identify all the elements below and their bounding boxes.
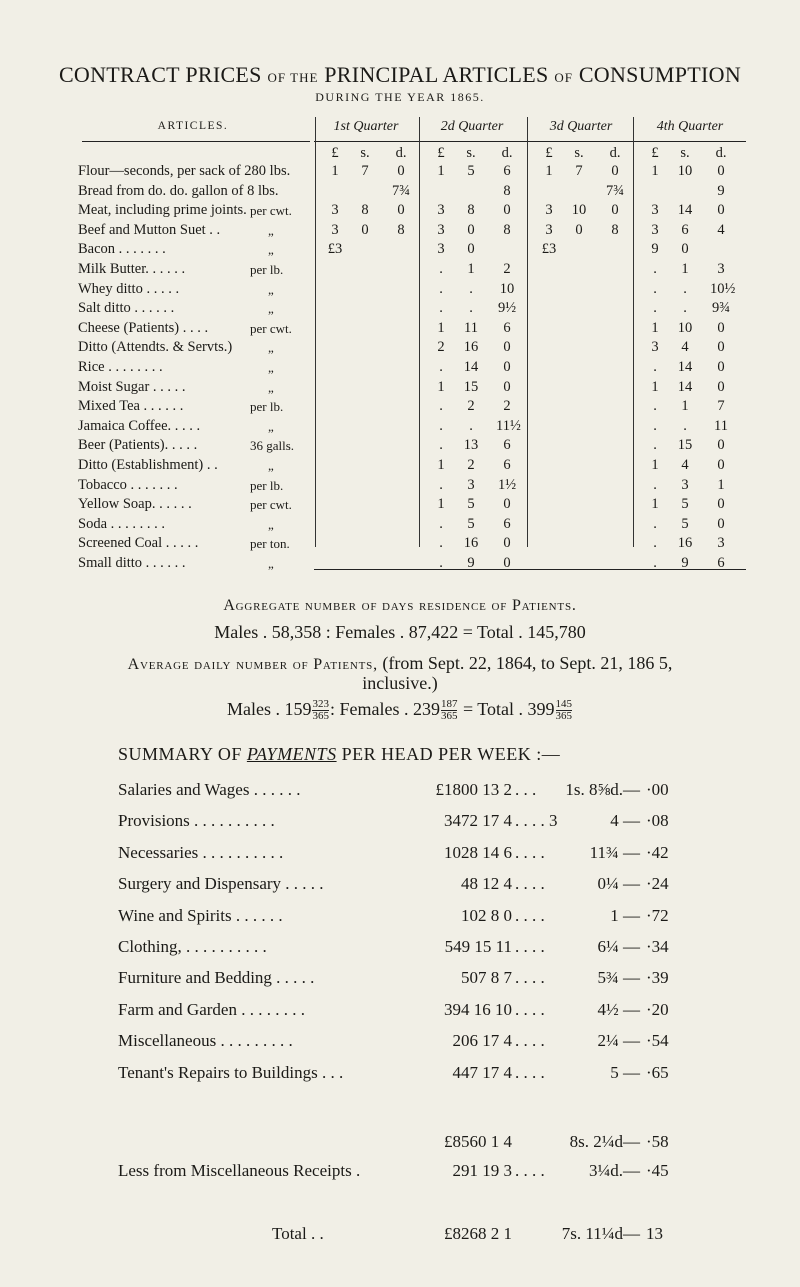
price-cell: 1 <box>681 398 689 415</box>
article-name: Mixed Tea . . . . . . <box>78 398 184 415</box>
summary-dec: ·45 <box>646 1161 669 1180</box>
price-cell: 9 <box>467 555 475 571</box>
price-cell: 6 <box>503 515 511 532</box>
unit-label: £ <box>437 145 445 161</box>
page-subtitle: DURING THE YEAR 1865. <box>315 90 485 104</box>
price-cell: 10 <box>677 319 693 336</box>
price-cell: 5 <box>467 496 475 513</box>
price-cell: 0 <box>717 496 725 513</box>
summary-dec: ·54 <box>646 1031 669 1051</box>
article-name: Soda . . . . . . . . <box>78 515 165 532</box>
article-unit: „ <box>268 379 274 395</box>
unit-label: d. <box>609 145 621 161</box>
price-cell: 6 <box>681 221 689 238</box>
summary-label: Tenant's Repairs to Buildings . . . <box>118 1062 344 1082</box>
price-cell: 0 <box>611 202 619 219</box>
price-cell: 8 <box>503 221 511 238</box>
price-cell: . <box>469 300 473 317</box>
summary-dec: 13 <box>646 1224 663 1243</box>
price-cell: 0 <box>503 359 511 375</box>
price-cell: 3 <box>545 221 553 238</box>
header-rule-quarters <box>314 141 746 142</box>
summary-dots: . . . . <box>515 999 545 1019</box>
price-cell: . <box>439 515 443 532</box>
article-unit: per cwt. <box>250 203 292 219</box>
summary-row <box>0 811 800 841</box>
summary-row <box>0 874 800 904</box>
column-divider-4 <box>633 117 634 547</box>
price-cell: 4 <box>681 339 689 356</box>
column-divider-2 <box>419 117 420 547</box>
price-cell: 3 <box>545 202 553 219</box>
price-cell: 6 <box>503 163 511 179</box>
summary-label: Furniture and Bedding . . . . . <box>118 968 315 988</box>
price-cell: 9½ <box>497 300 517 317</box>
article-name: Screened Coal . . . . . <box>78 535 199 552</box>
article-name: Meat, including prime joints. <box>78 202 247 219</box>
price-cell: 3 <box>331 221 339 238</box>
price-cell: 1 <box>437 496 445 513</box>
price-cell: 3 <box>651 202 659 219</box>
quarter-header-4: 4th Quarter <box>656 119 724 134</box>
price-cell: 1 <box>651 378 659 395</box>
price-cell: 10 <box>499 280 515 297</box>
summary-row <box>0 937 800 967</box>
price-cell: . <box>653 300 657 317</box>
price-cell: 0 <box>681 241 689 258</box>
article-unit: „ <box>268 516 274 532</box>
females-fraction: $\frac{187}{365}$ <box>440 698 458 723</box>
price-cell: 14 <box>677 378 693 395</box>
price-cell: 0 <box>397 163 405 179</box>
price-cell: 5 <box>681 515 689 532</box>
summary-dec: ·20 <box>646 999 669 1019</box>
unit-label: £ <box>651 145 659 161</box>
summary-week: 8s. 2¼d— <box>569 1132 640 1151</box>
article-unit: per cwt. <box>250 497 292 513</box>
price-cell: 1 <box>545 163 553 179</box>
article-name: Small ditto . . . . . . <box>78 555 186 571</box>
article-name: Ditto (Establishment) . . <box>78 457 218 473</box>
price-cell: 6 <box>503 437 511 454</box>
unit-label: d. <box>501 145 513 161</box>
price-cell: . <box>469 417 473 434</box>
price-cell: . <box>439 555 443 571</box>
article-unit: „ <box>268 301 274 317</box>
price-cell: 0 <box>717 359 725 375</box>
price-cell: 8 <box>397 221 405 238</box>
summary-dots: . . . . 3 <box>515 811 558 831</box>
price-cell: . <box>439 300 443 317</box>
summary-row <box>0 968 800 998</box>
summary-amount: 48 12 4 <box>461 874 512 894</box>
summary-amount: 549 15 11 <box>444 937 512 956</box>
price-cell: 1 <box>437 163 445 179</box>
price-cell: 7 <box>575 163 583 179</box>
summary-dots: . . . . <box>515 874 545 894</box>
price-cell: . <box>439 359 443 375</box>
total-fraction: $\frac{145}{365}$ <box>555 698 573 723</box>
summary-amount: £8560 1 4 <box>444 1132 512 1151</box>
price-cell: 2 <box>467 457 475 473</box>
price-cell: . <box>439 535 443 552</box>
article-unit: per cwt. <box>250 320 292 336</box>
price-cell: 7¾ <box>391 182 411 199</box>
summary-row <box>0 1000 800 1030</box>
summary-label: Provisions . . . . . . . . . . <box>118 811 275 831</box>
price-cell: . <box>653 280 657 297</box>
summary-amount: 1028 14 6 <box>444 842 512 862</box>
price-cell: . <box>653 515 657 532</box>
summary-amount: 507 8 7 <box>461 968 512 988</box>
summary-week: 6¼ — <box>597 937 640 956</box>
article-name: Cheese (Patients) . . . . <box>78 319 209 336</box>
price-cell: 0 <box>575 221 583 238</box>
price-cell: 15 <box>677 437 693 454</box>
articles-header: ARTICLES. <box>157 120 229 132</box>
price-cell: 10 <box>677 163 693 179</box>
price-cell: 16 <box>463 339 479 356</box>
summary-week: 1s. 8⅝d.— <box>565 780 640 799</box>
price-cell: 11½ <box>496 417 521 434</box>
summary-week: 0¼ — <box>597 874 640 894</box>
article-unit: per lb. <box>250 399 284 415</box>
summary-title: SUMMARY OF PAYMENTS PER HEAD PER WEEK :— <box>118 744 561 764</box>
price-cell: . <box>439 398 443 415</box>
summary-dots: . . . . <box>515 937 545 956</box>
price-cell: 14 <box>463 359 479 375</box>
price-cell: 0 <box>717 457 725 473</box>
article-name: Yellow Soap. . . . . . <box>78 496 192 513</box>
price-cell: 3 <box>331 202 339 219</box>
article-name: Whey ditto . . . . . <box>78 280 180 297</box>
summary-dec: ·39 <box>646 968 669 988</box>
price-cell: 14 <box>677 359 693 375</box>
article-unit: per ton. <box>250 536 290 552</box>
price-cell: 10 <box>571 202 587 219</box>
price-cell: 1 <box>681 261 689 277</box>
price-cell: . <box>683 417 687 434</box>
summary-row <box>0 1031 800 1061</box>
price-cell: 3 <box>437 241 445 258</box>
summary-dots: . . . <box>515 780 537 799</box>
price-cell: 1 <box>437 319 445 336</box>
unit-label: d. <box>715 145 727 161</box>
summary-amount: 394 16 10 <box>444 999 512 1019</box>
summary-week: 5¾ — <box>597 968 640 988</box>
article-name: Rice . . . . . . . . <box>78 359 163 375</box>
summary-row <box>0 906 800 936</box>
unit-label: s. <box>466 145 476 161</box>
summary-dec: ·08 <box>646 811 669 831</box>
article-name: Beef and Mutton Suet . . <box>78 221 221 238</box>
unit-label: s. <box>680 145 690 161</box>
summary-label: Wine and Spirits . . . . . . <box>118 905 283 925</box>
price-cell: 0 <box>503 496 511 513</box>
unit-label: s. <box>360 145 370 161</box>
quarter-header-2: 2d Quarter <box>440 119 504 134</box>
price-cell: 0 <box>717 202 725 219</box>
summary-week: 5 — <box>610 1062 640 1082</box>
price-cell: 0 <box>717 515 725 532</box>
article-unit: „ <box>268 222 274 238</box>
summary-dots: . . . . <box>515 1161 545 1180</box>
price-cell: 3 <box>437 221 445 238</box>
price-cell: £3 <box>327 241 343 258</box>
price-cell: 1 <box>651 319 659 336</box>
price-cell: 11 <box>714 417 728 434</box>
article-unit: „ <box>268 458 274 473</box>
price-cell: . <box>439 417 443 434</box>
price-cell: 0 <box>467 221 475 238</box>
price-cell: 2 <box>503 398 511 415</box>
summary-week: 7s. 11¼d— <box>561 1224 640 1243</box>
article-name: Bread from do. do. gallon of 8 lbs. <box>78 182 279 199</box>
summary-amount: £8268 2 1 <box>444 1224 512 1243</box>
price-cell: . <box>683 280 687 297</box>
summary-amount: 102 8 0 <box>461 905 512 925</box>
summary-amount: £1800 13 2 <box>435 780 512 799</box>
summary-label: Clothing, . . . . . . . . . . <box>118 937 267 956</box>
price-cell: 6 <box>717 555 725 571</box>
price-cell: 16 <box>463 535 479 552</box>
price-cell: 8 <box>611 221 619 238</box>
summary-dec: ·65 <box>646 1062 669 1082</box>
price-cell: 13 <box>463 437 479 454</box>
summary-week: 11¾ — <box>589 842 640 862</box>
contract-prices-table <box>78 117 766 570</box>
price-cell: 0 <box>503 378 511 395</box>
price-cell: 3 <box>681 476 689 493</box>
price-cell: 0 <box>717 163 725 179</box>
article-name: Flour—seconds, per sack of 280 lbs. <box>78 163 291 179</box>
price-cell: 9 <box>651 241 659 258</box>
summary-week: 4½ — <box>597 999 640 1019</box>
price-cell: 0 <box>717 437 725 454</box>
price-cell: 1 <box>467 261 475 277</box>
price-cell: 0 <box>361 221 369 238</box>
price-cell: 14 <box>677 202 693 219</box>
header-rule-articles <box>82 141 310 142</box>
price-cell: £3 <box>541 241 557 258</box>
price-cell: 0 <box>717 339 725 356</box>
residence-line: Males . 58,358 : Females . 87,422 = Total . 145,780 <box>214 622 586 642</box>
price-cell: 0 <box>467 241 475 258</box>
summary-week: 3¼d.— <box>589 1161 640 1180</box>
article-name: Milk Butter. . . . . . <box>78 261 186 277</box>
price-cell: . <box>653 398 657 415</box>
price-cell: 9 <box>681 555 689 571</box>
summary-row <box>0 843 800 873</box>
quarter-header-3: 3d Quarter <box>549 119 613 134</box>
summary-week: 4 — <box>610 811 640 831</box>
article-unit: „ <box>268 340 274 356</box>
summary-label: Surgery and Dispensary . . . . . <box>118 874 324 894</box>
price-cell: 3 <box>651 221 659 238</box>
price-cell: 4 <box>717 221 725 238</box>
price-cell: 3 <box>467 476 475 493</box>
summary-amount: 447 17 4 <box>452 1062 512 1082</box>
price-cell: 2 <box>503 261 511 277</box>
price-cell: 6 <box>503 319 511 336</box>
column-divider-3 <box>527 117 528 547</box>
price-cell: 8 <box>361 202 369 219</box>
price-cell: 3 <box>717 535 725 552</box>
price-cell: 3 <box>717 261 725 277</box>
price-cell: . <box>653 437 657 454</box>
price-cell: 7 <box>717 398 725 415</box>
summary-row <box>0 780 800 810</box>
summary-subtotal-row <box>0 1132 800 1162</box>
price-cell: . <box>653 535 657 552</box>
unit-label: d. <box>395 145 407 161</box>
article-name: Tobacco . . . . . . . <box>78 476 178 493</box>
summary-amount: 291 19 3 <box>452 1161 512 1180</box>
summary-dec: ·58 <box>646 1132 669 1151</box>
price-cell: 8 <box>467 202 475 219</box>
summary-dec: ·72 <box>646 905 669 925</box>
average-line: Males . 159 $\frac{323}{365}$ : Females . 239 $\frac{187}{365}$ = Total . 399 $\frac{145}{365}$ <box>226 698 573 723</box>
price-cell: 2 <box>437 339 445 356</box>
unit-label: £ <box>545 145 553 161</box>
price-cell: 1 <box>437 457 445 473</box>
article-name: Moist Sugar . . . . . <box>78 378 186 395</box>
price-cell: . <box>653 417 657 434</box>
summary-less-row <box>0 1161 800 1191</box>
price-cell: . <box>439 437 443 454</box>
article-unit: per lb. <box>250 477 284 493</box>
price-cell: 6 <box>503 457 511 473</box>
summary-label: Salaries and Wages . . . . . . <box>118 780 301 799</box>
price-cell: 7 <box>361 163 369 179</box>
summary-dots: . . . . <box>515 842 545 862</box>
summary-dec: ·00 <box>646 780 669 799</box>
males-fraction: $\frac{323}{365}$ <box>312 698 329 723</box>
article-name: Salt ditto . . . . . . <box>78 300 175 317</box>
price-cell: 16 <box>677 535 693 552</box>
average-inclusive: inclusive.) <box>362 673 438 693</box>
summary-label: Farm and Garden . . . . . . . . <box>118 999 305 1019</box>
price-cell: 0 <box>717 378 725 395</box>
summary-dots: . . . . <box>515 968 545 988</box>
summary-dec: ·24 <box>646 874 669 894</box>
price-cell: 3 <box>651 339 659 356</box>
summary-amount: 206 17 4 <box>452 1031 512 1051</box>
price-cell: 0 <box>503 535 511 552</box>
article-name: Jamaica Coffee. . . . . <box>78 417 201 434</box>
article-unit: „ <box>268 556 274 571</box>
price-cell: . <box>439 280 443 297</box>
price-cell: 0 <box>611 163 619 179</box>
price-cell: 0 <box>503 555 511 571</box>
article-unit: per lb. <box>250 262 284 277</box>
price-cell: 10½ <box>710 280 736 297</box>
price-cell: 0 <box>717 319 725 336</box>
summary-dots: . . . . <box>515 1062 545 1082</box>
price-cell: 5 <box>467 163 475 179</box>
price-cell: 3 <box>437 202 445 219</box>
article-name: Ditto (Attendts. & Servts.) <box>78 339 233 356</box>
summary-dots: . . . . <box>515 1031 545 1051</box>
article-unit: 36 galls. <box>250 438 295 454</box>
summary-label: Total . . <box>272 1224 324 1243</box>
summary-dots: . . . . <box>515 905 545 925</box>
price-cell: 0 <box>503 339 511 356</box>
summary-label: Miscellaneous . . . . . . . . . <box>118 1031 293 1051</box>
price-cell: 7¾ <box>605 182 625 199</box>
unit-label: s. <box>574 145 584 161</box>
column-divider-1 <box>315 117 316 547</box>
page-title: CONTRACT PRICES OF THE PRINCIPAL ARTICLES OF CONSUMPTION <box>58 62 742 87</box>
price-cell: 1 <box>651 496 659 513</box>
article-unit: „ <box>268 281 274 297</box>
price-cell: . <box>653 261 657 277</box>
price-cell: . <box>683 300 687 317</box>
price-cell: 5 <box>681 496 689 513</box>
price-cell: . <box>469 280 473 297</box>
price-cell: 1 <box>331 163 339 179</box>
summary-week: 2¼ — <box>597 1031 640 1051</box>
summary-label: Necessaries . . . . . . . . . . <box>118 842 284 862</box>
unit-label: £ <box>331 145 339 161</box>
price-cell: . <box>653 359 657 375</box>
summary-total-row <box>0 1224 800 1254</box>
price-cell: 2 <box>467 398 475 415</box>
article-unit: „ <box>268 360 274 375</box>
price-cell: 9¾ <box>711 300 731 317</box>
price-cell: 1½ <box>497 476 517 493</box>
price-cell: 8 <box>503 182 511 199</box>
price-cell: 9 <box>717 182 725 199</box>
article-unit: „ <box>268 242 274 258</box>
price-cell: 1 <box>717 476 725 493</box>
price-cell: 1 <box>651 163 659 179</box>
price-cell: . <box>653 555 657 571</box>
price-cell: 1 <box>651 457 659 473</box>
article-name: Beer (Patients). . . . . <box>78 437 198 454</box>
summary-dec: ·34 <box>646 937 669 956</box>
price-cell: 0 <box>397 202 405 219</box>
summary-week: 1 — <box>610 905 640 925</box>
price-cell: . <box>653 476 657 493</box>
price-cell: 5 <box>467 515 475 532</box>
quarter-header-1: 1st Quarter <box>333 119 399 134</box>
price-cell: 0 <box>503 202 511 219</box>
price-cell: . <box>439 261 443 277</box>
summary-label: Less from Miscellaneous Receipts . <box>118 1161 361 1180</box>
price-cell: . <box>439 476 443 493</box>
summary-dec: ·42 <box>646 842 669 862</box>
price-cell: 4 <box>681 457 689 473</box>
summary-amount: 3472 17 4 <box>444 811 512 831</box>
summary-row <box>0 1063 800 1093</box>
price-cell: 15 <box>463 378 479 395</box>
average-heading: Average daily number of Patients, (from Sept. 22, 1864, to Sept. 21, 186 5, <box>127 653 673 673</box>
price-cell: 1 <box>437 378 445 395</box>
residence-heading: Aggregate number of days residence of Patients. <box>223 597 577 614</box>
price-cell: 11 <box>464 319 478 336</box>
article-unit: „ <box>268 418 274 434</box>
article-name: Bacon . . . . . . . <box>78 241 166 258</box>
